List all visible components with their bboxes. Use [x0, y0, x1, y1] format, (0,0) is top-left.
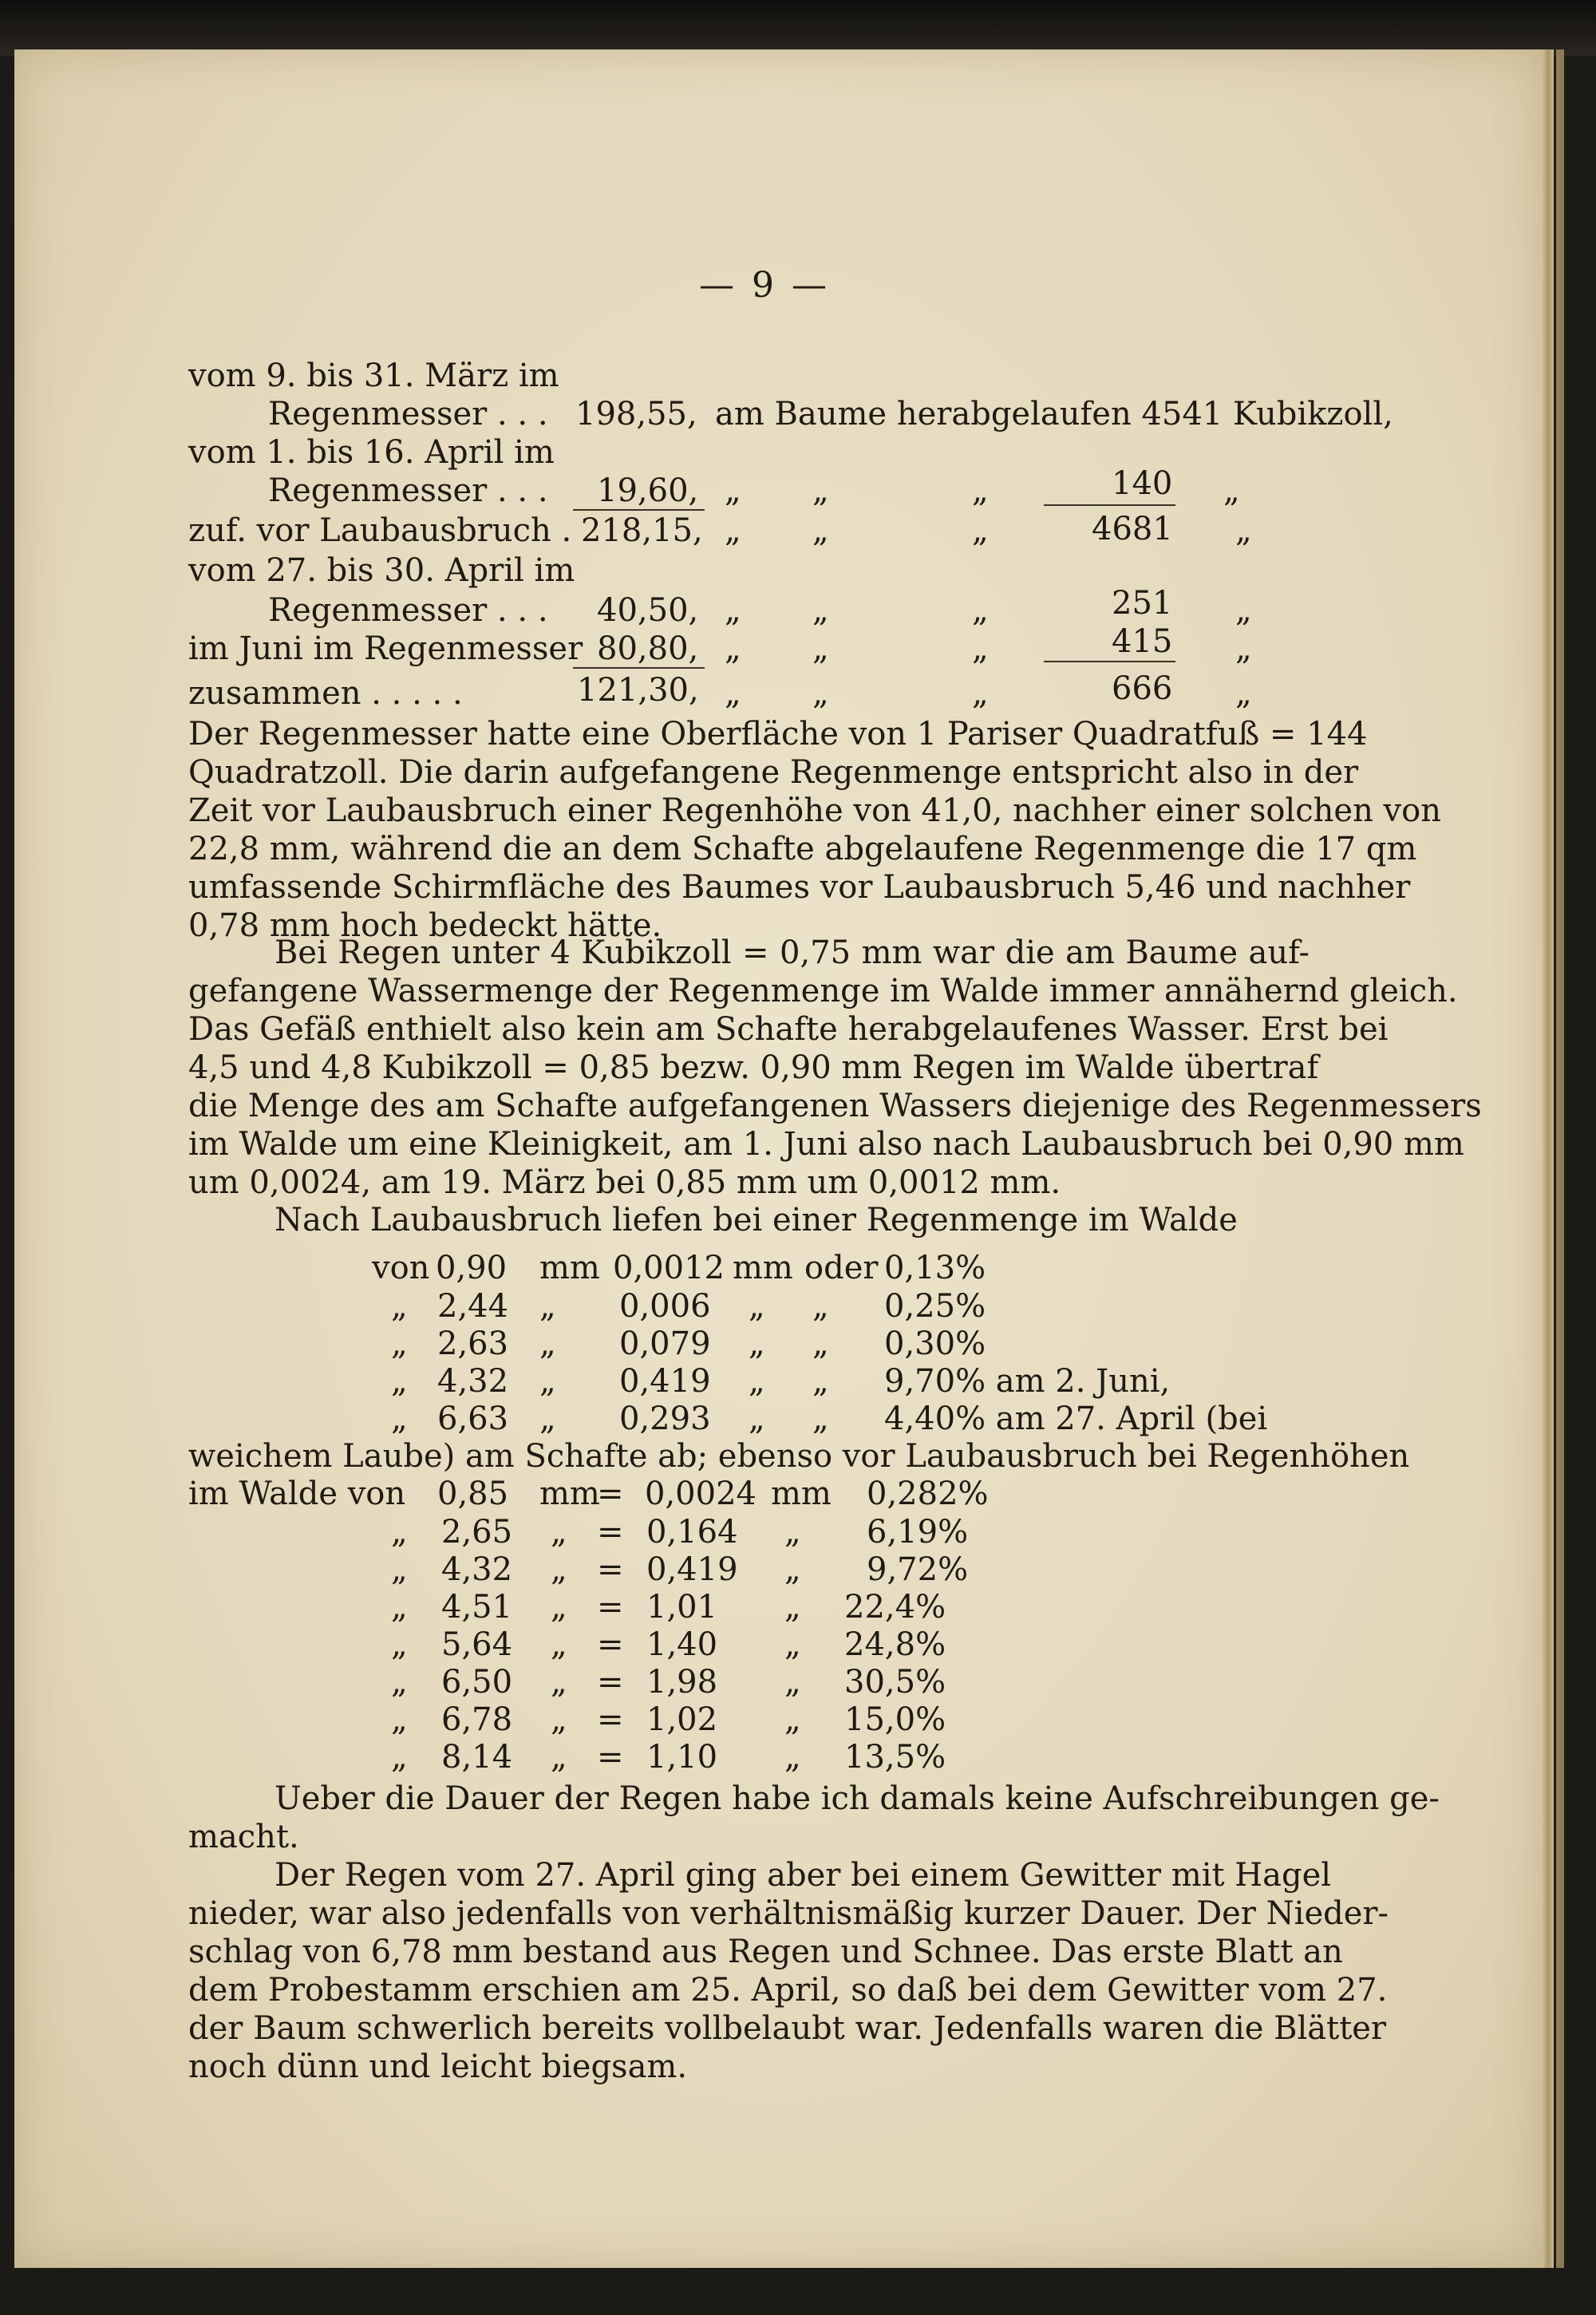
table-row: vom 9. bis 31. März im [188, 358, 559, 394]
paragraph: weichem Laube) am Schafte ab; ebenso vor Laubausbruch bei Regenhöhen [188, 1438, 1410, 1475]
sum-rule [573, 509, 705, 511]
table-cell-value: 415 [1112, 623, 1173, 660]
table-cell-value: 4681 [1092, 511, 1173, 547]
table-cell-text: am Baume herabgelaufen 4541 Kubikzoll, [715, 396, 1393, 433]
table-cell-value: 251 [1112, 585, 1173, 622]
table-cell-mm: 19,60, [597, 472, 699, 509]
table-cell-mm: 121,30, [577, 672, 699, 709]
page-edge [1543, 49, 1554, 2268]
table-row: zusammen . . . . . [188, 675, 463, 712]
table-cell-mm: 40,50, [597, 592, 699, 629]
table-row: vom 1. bis 16. April im [188, 434, 555, 471]
sum-rule [1044, 661, 1175, 662]
page-content: — 9 — vom 9. bis 31. März im Regenmesser . . . 198,55, am Baume herabgelaufen 4541 Kubikzoll, vom 1. bis 16. April im Regenmesser . . . 19,60, „ „ „ 140 „ zuf. vor Laubausbruch . 218,15, „ „ „ 4681 „ vom 27. bis 30. April im Regenmesser . . . 40,50, „ „ „ 251 „ im Juni im Regenmesser 80,80, „ „ „ 415 „ zusammen . . . . . 121,30, „ „ „ 666 „ Der Regenmesser hatte eine Oberfläche von 1 Pariser Quadratfuß = 144 Quadratzoll. Die darin aufgefangene Regenmenge entspricht also in der Zeit vor Laubausbruch einer Regenhöhe von 41,0, nachher einer solchen von 22,8 mm, während die an dem Schafte abgelaufene Regenmenge die 17 qm umfassende Schirmfläche des Baumes vor Laubausbruch 5,46 und nachher 0,78 mm hoch bedeckt hätte. Bei Regen unter 4 Kubikzoll = 0,75 mm war die am Baume auf- gefangene Wassermenge der Regenmenge im Walde immer annähernd gleich. Das Gefäß enthielt also kein am Schafte herabgelaufenes Wasser. Erst bei 4,5 und 4,8 Kubikzoll = 0,85 bezw. 0,90 mm Regen im Walde übertraf die Menge des am Schafte aufgefangenen Wassers diejenige des Regenmessers im Walde um eine Kleinigkeit, am 1. Juni also nach Laubausbruch bei 0,90 mm um 0,0024, am 19. März bei 0,85 mm um 0,0012 mm. Nach Laubausbruch liefen bei einer Regenmenge im Walde von 0,90 mm 0,0012 mm oder 0,13% „ 2,44 „ 0,006 „ „ 0,25% „ 2,63 „ 0,079 „ „ 0,30% „ 4,32 „ 0,419 „ „ 9,70% am 2. Juni, „ 6,63 „ 0,293 „ „ 4,40% am 27. April (bei weichem Laube) am Schafte ab; ebenso vor Laubausbruch bei Regenhöhen im Walde von 0,85 mm = 0,0024 mm 0,282% „ 2,65 „ = 0,164 „ 6,19% „ 4,32 „ = 0,419 „ 9,72% „ 4,51 „ = 1,01 „ 22,4% „ 5,64 „ = 1,40 „ 24,8% „ 6,50 „ = 1,98 „ 30,5% „ 6,78 „ = 1,02 „ 15,0% „ 8,14 „ = 1,10 „ 13,5% Ueber die Dauer der Regen habe ich damals keine Aufschreibungen ge- macht. Der Regen vom 27. April ging aber bei einem Gewitter mit Hagel nieder, war also jedenfalls von verhältnismäßig kurzer Dauer. Der Nieder- schlag von 6,78 mm bestand aus Regen und Schnee. Das erste Blatt an dem Probestamm erschien am 25. April, so daß bei dem Gewitter vom 27. der Baum schwerlich bereits vollbelaubt war. Jedenfalls waren die Blätter noch dünn und leicht biegsam. [188, 265, 1482, 2085]
paragraph: Ueber die Dauer der Regen habe ich damals keine Aufschreibungen ge- macht. [188, 1780, 1440, 1855]
paragraph-intro: Nach Laubausbruch liefen bei einer Regenmenge im Walde [275, 1202, 1238, 1238]
book-binding [0, 0, 1596, 56]
page-number: — 9 — [699, 265, 830, 306]
paragraph: Der Regenmesser hatte eine Oberfläche von 1 Pariser Quadratfuß = 144 Quadratzoll. Die darin aufgefangene Regenmenge entspricht also in der Zeit vor Laubausbruch einer Regenhöhe von 41,0, nachher einer solchen von 22,8 mm, während die an dem Schafte abgelaufene Regenmenge die 17 qm umfassende Schirmfläche des Baumes vor Laubausbruch 5,46 und nachher 0,78 mm hoch bedeckt hätte. [188, 716, 1441, 944]
table-row: Regenmesser . . . [268, 472, 548, 509]
sum-rule [573, 667, 705, 669]
table-row: Regenmesser . . . [268, 396, 548, 433]
table-cell-value: 140 [1112, 465, 1173, 502]
book-page [14, 49, 1543, 2268]
table-row: zuf. vor Laubausbruch . [188, 512, 572, 549]
table-row: Regenmesser . . . [268, 592, 548, 629]
page-edge [1556, 49, 1564, 2268]
table-cell-value: 666 [1112, 670, 1173, 707]
table-row: im Juni im Regenmesser [188, 630, 583, 667]
paragraph: Bei Regen unter 4 Kubikzoll = 0,75 mm war die am Baume auf- gefangene Wassermenge der Regenmenge im Walde immer annähernd gleich. Das Gefäß enthielt also kein am Schafte herabgelaufenes Wasser. Erst bei 4,5 und 4,8 Kubikzoll = 0,85 bezw. 0,90 mm Regen im Walde übertraf die Menge des am Schafte aufgefangenen Wassers diejenige des Regenmessers im Walde um eine Kleinigkeit, am 1. Juni also nach Laubausbruch bei 0,90 mm um 0,0024, am 19. März bei 0,85 mm um 0,0012 mm. [188, 934, 1482, 1201]
table-cell-mm: 80,80, [597, 630, 699, 667]
paragraph: Der Regen vom 27. April ging aber bei einem Gewitter mit Hagel nieder, war also jedenfalls von verhältnismäßig kurzer Dauer. Der Nieder- schlag von 6,78 mm bestand aus Regen und Schnee. Das erste Blatt an dem Probestamm erschien am 25. April, so daß bei dem Gewitter vom 27. der Baum schwerlich bereits vollbelaubt war. Jedenfalls waren die Blätter noch dünn und leicht biegsam. [188, 1857, 1389, 2085]
table-row: vom 27. bis 30. April im [188, 552, 575, 589]
sum-rule [1044, 504, 1175, 506]
table-cell-mm: 198,55, [575, 396, 697, 433]
table-cell-mm: 218,15, [581, 512, 703, 549]
